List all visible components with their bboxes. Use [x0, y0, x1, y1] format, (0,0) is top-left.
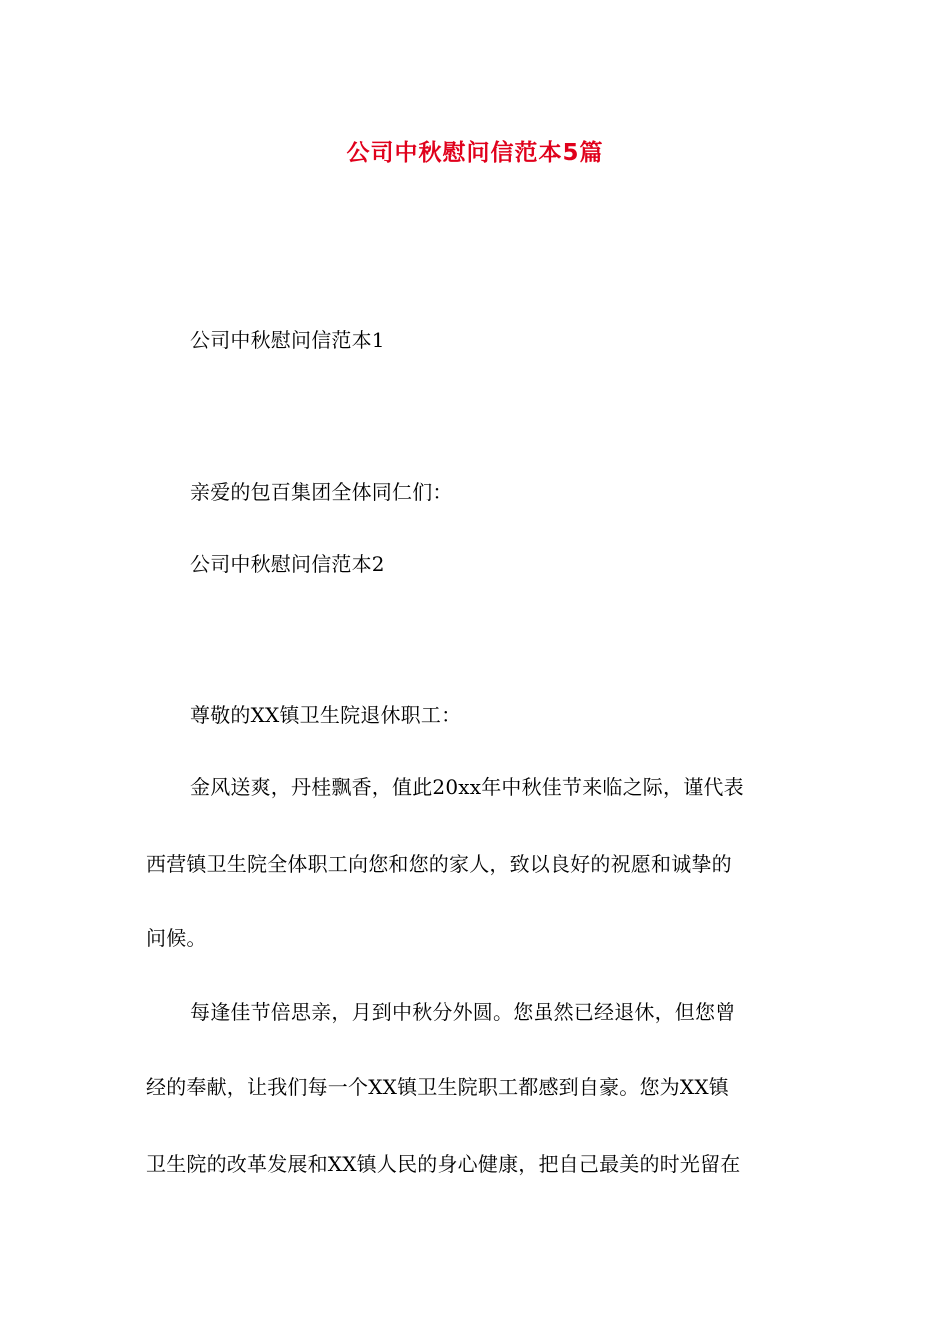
- paragraph-line: 西营镇卫生院全体职工向您和您的家人，致以良好的祝愿和诚挚的: [146, 852, 732, 876]
- paragraph-line: 卫生院的改革发展和XX镇人民的身心健康，把自己最美的时光留在: [146, 1152, 741, 1176]
- section-heading-1: 公司中秋慰问信范本1: [190, 328, 385, 352]
- paragraph-line: 每逢佳节倍思亲，月到中秋分外圆。您虽然已经退休，但您曾: [190, 1000, 736, 1024]
- salutation-2: 尊敬的XX镇卫生院退休职工：: [190, 703, 462, 727]
- section-heading-2: 公司中秋慰问信范本2: [190, 552, 385, 576]
- paragraph-line: 经的奉献，让我们每一个XX镇卫生院职工都感到自豪。您为XX镇: [146, 1075, 729, 1099]
- paragraph-line: 金风送爽，丹桂飘香，值此20xx年中秋佳节来临之际，谨代表: [190, 775, 744, 799]
- salutation-1: 亲爱的包百集团全体同仁们：: [190, 480, 453, 504]
- document-title: 公司中秋慰问信范本5篇: [346, 140, 604, 166]
- paragraph-line: 问候。: [146, 926, 207, 950]
